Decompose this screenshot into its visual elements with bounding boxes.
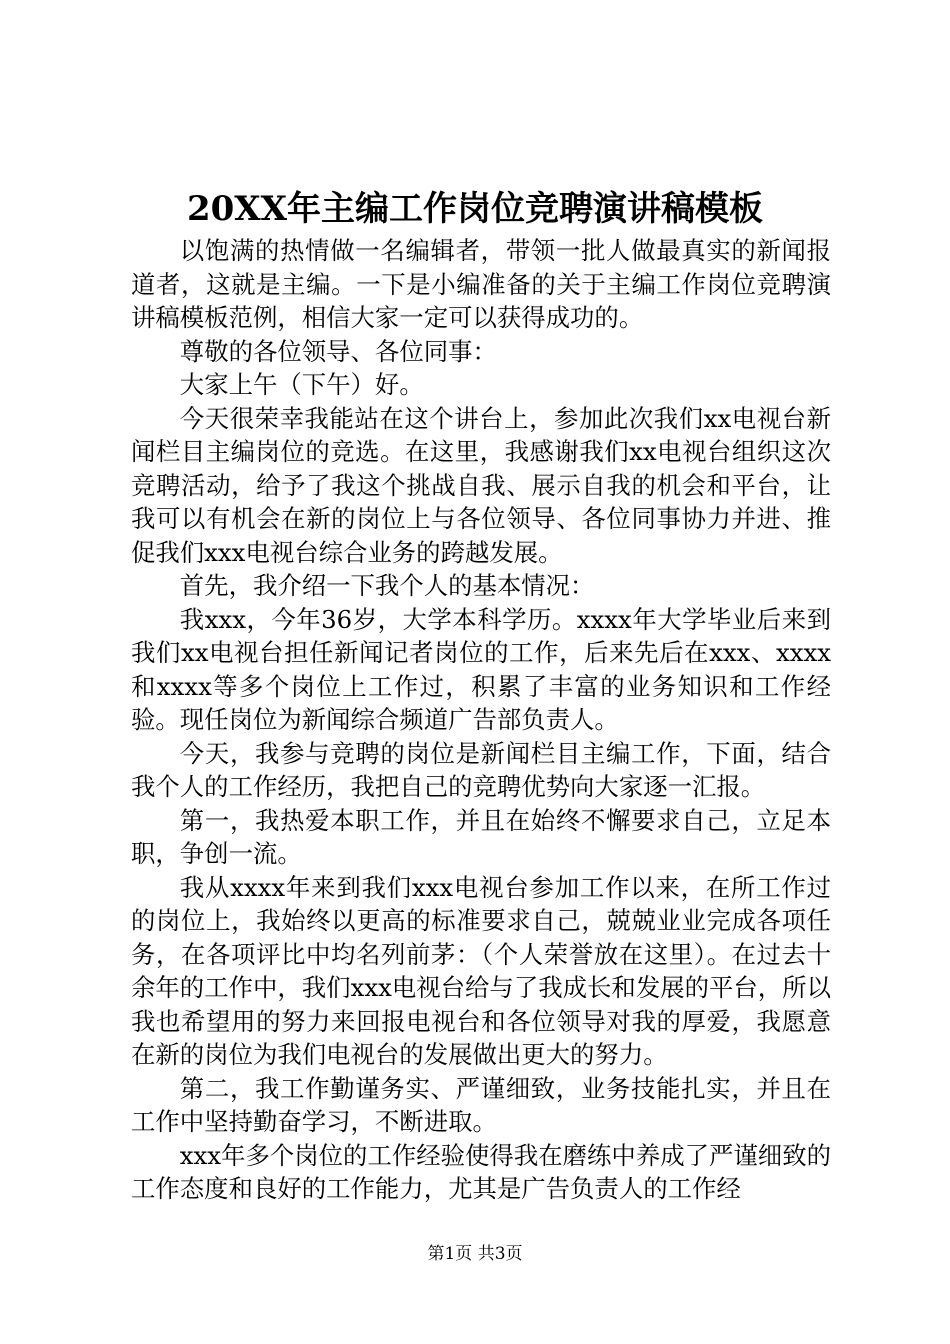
paragraph-intro: 以饱满的热情做一名编辑者，带领一批人做最真实的新闻报道者，这就是主编。一下是小编准备的关于主编工作岗位竞聘演讲稿模板范例，相信大家一定可以获得成功的。 xyxy=(131,236,831,332)
paragraph-salutation: 尊敬的各位领导、各位同事： xyxy=(179,336,497,366)
document-body xyxy=(131,234,831,1206)
paragraph-position: 今天，我参与竞聘的岗位是新闻栏目主编工作，下面，结合我个人的工作经历，我把自己的竞聘优势向大家逐一汇报。 xyxy=(131,738,831,801)
paragraph-introduce-self: 首先，我介绍一下我个人的基本情况： xyxy=(179,571,595,600)
paragraph-point-two: 第二，我工作勤谨务实、严谨细致，业务技能扎实，并且在工作中坚持勤奋学习，不断进取。 xyxy=(131,1073,831,1136)
paragraph-greeting: 大家上午（下午）好。 xyxy=(179,370,424,399)
paragraph-point-one-detail: 我从xxxx年来到我们xxx电视台参加工作以来，在所工作过的岗位上，我始终以更高的标准要求自己，兢兢业业完成各项任务，在各项评比中均名列前茅：（个人荣誉放在这里）。在过去十余年的工作中，我们xxx电视台给与了我成长和发展的平台，所以我也希望用的努力来回报电视台和各位领导对我的厚爱，我愿意在新的岗位为我们电视台的发展做出更大的努力。 xyxy=(131,872,831,1069)
document-title: 20XX年主编工作岗位竞聘演讲稿模板 xyxy=(186,189,764,229)
paragraph-opening: 今天很荣幸我能站在这个讲台上，参加此次我们xx电视台新闻栏目主编岗位的竞选。在这里，我感谢我们xx电视台组织这次竞聘活动，给予了我这个挑战自我、展示自我的机会和平台，让我可以有机会在新的岗位上与各位领导、各位同事协力并进、推促我们xxx电视台综合业务的跨越发展。 xyxy=(131,403,831,567)
page-number: 第1页 共3页 xyxy=(427,1244,523,1264)
paragraph-background: 我xxx，今年36岁，大学本科学历。xxxx年大学毕业后来到我们xx电视台担任新闻记者岗位的工作，后来先后在xxx、xxxx和xxxx等多个岗位上工作过，积累了丰富的业务知识和工作经验。现任岗位为新闻综合频道广告部负责人。 xyxy=(131,604,831,734)
paragraph-point-one: 第一，我热爱本职工作，并且在始终不懈要求自己，立足本职，争创一流。 xyxy=(131,805,831,868)
paragraph-point-two-detail: xxx年多个岗位的工作经验使得我在磨练中养成了严谨细致的工作态度和良好的工作能力，尤其是广告负责人的工作经 xyxy=(131,1140,831,1203)
